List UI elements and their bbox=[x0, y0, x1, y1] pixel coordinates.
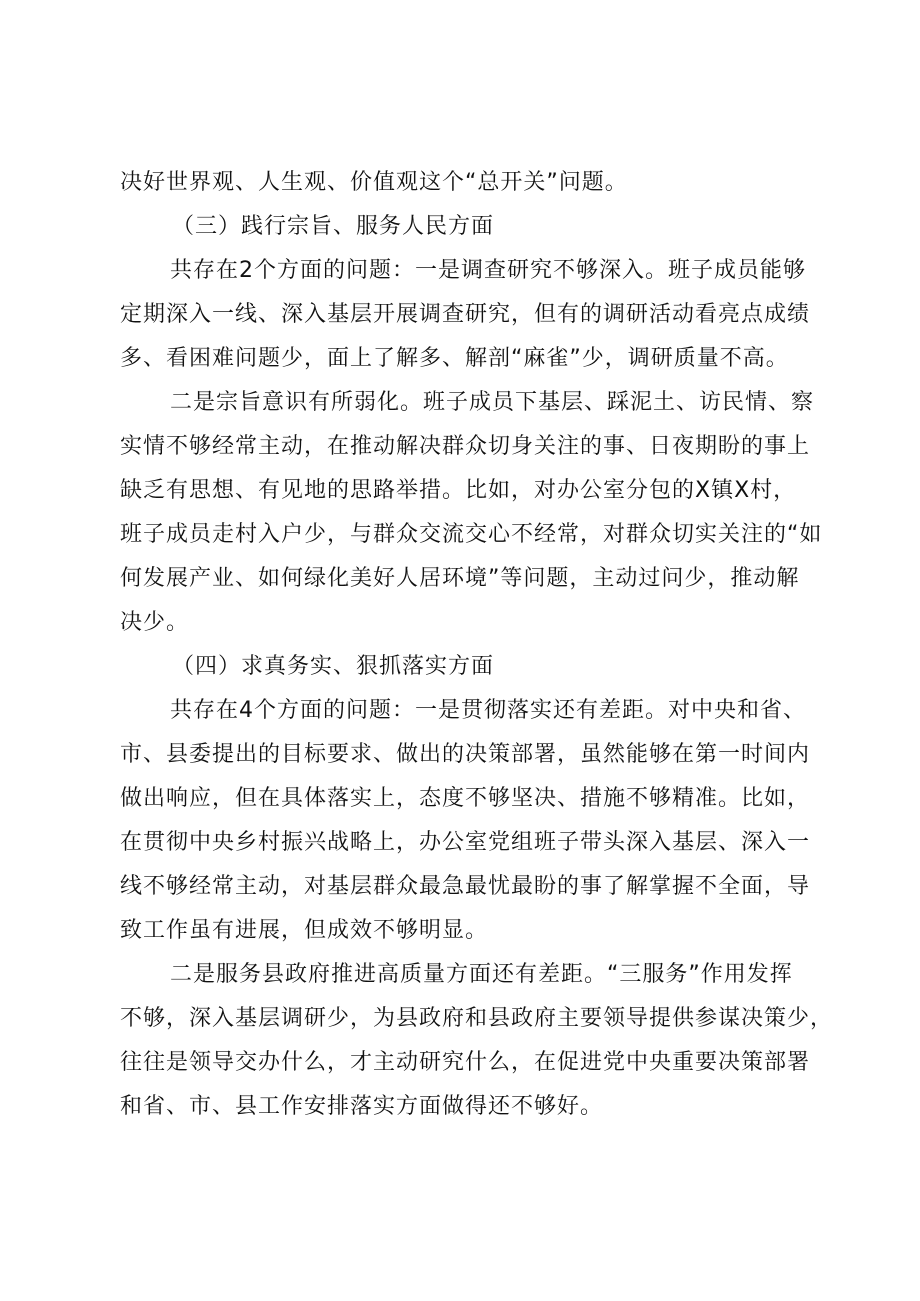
section-heading-3: （三）践行宗旨、服务人民方面 bbox=[172, 214, 495, 239]
paragraph-line: 不够，深入基层调研少，为县政府和县政府主要领导提供参谋决策少， bbox=[120, 1006, 834, 1031]
paragraph-line: 市、县委提出的目标要求、做出的决策部署，虽然能够在第一时间内 bbox=[120, 742, 811, 767]
paragraph-line: 缺乏有思想、有见地的思路举措。比如，对办公室分包的X镇X村， bbox=[120, 478, 797, 503]
paragraph-line: 实情不够经常主动，在推动解决群众切身关注的事、日夜期盼的事上 bbox=[120, 434, 811, 459]
paragraph-line: 二是宗旨意识有所弱化。班子成员下基层、踩泥土、访民情、察 bbox=[170, 390, 815, 415]
paragraph-line: 在贯彻中央乡村振兴战略上，办公室党组班子带头深入基层、深入一 bbox=[120, 830, 811, 855]
paragraph-line: 共存在4个方面的问题：一是贯彻落实还有差距。对中央和省、 bbox=[170, 698, 806, 723]
section-heading-4: （四）求真务实、狠抓落实方面 bbox=[172, 654, 495, 679]
paragraph-line: 二是服务县政府推进高质量方面还有差距。“三服务”作用发挥 bbox=[170, 962, 793, 987]
paragraph-line: 多、看困难问题少，面上了解多、解剖“麻雀”少，调研质量不高。 bbox=[120, 346, 789, 371]
paragraph-line: 班子成员走村入户少，与群众交流交心不经常，对群众切实关注的“如 bbox=[120, 522, 823, 547]
paragraph-line: 决好世界观、人生观、价值观这个“总开关”问题。 bbox=[120, 170, 628, 195]
paragraph-line: 和省、市、县工作安排落实方面做得还不够好。 bbox=[120, 1094, 604, 1119]
paragraph-line: 定期深入一线、深入基层开展调查研究，但有的调研活动看亮点成绩 bbox=[120, 302, 811, 327]
paragraph-line: 何发展产业、如何绿化美好人居环境”等问题，主动过问少，推动解 bbox=[120, 566, 800, 591]
paragraph-line: 决少。 bbox=[120, 610, 190, 635]
paragraph-line: 致工作虽有进展，但成效不够明显。 bbox=[120, 918, 489, 943]
paragraph-line: 线不够经常主动，对基层群众最急最忧最盼的事了解掌握不全面，导 bbox=[120, 874, 811, 899]
paragraph-line: 往往是领导交办什么，才主动研究什么，在促进党中央重要决策部署 bbox=[120, 1050, 811, 1075]
paragraph-line: 做出响应，但在具体落实上，态度不够坚决、措施不够精准。比如， bbox=[120, 786, 811, 811]
paragraph-line: 共存在2个方面的问题：一是调查研究不够深入。班子成员能够 bbox=[170, 258, 806, 283]
